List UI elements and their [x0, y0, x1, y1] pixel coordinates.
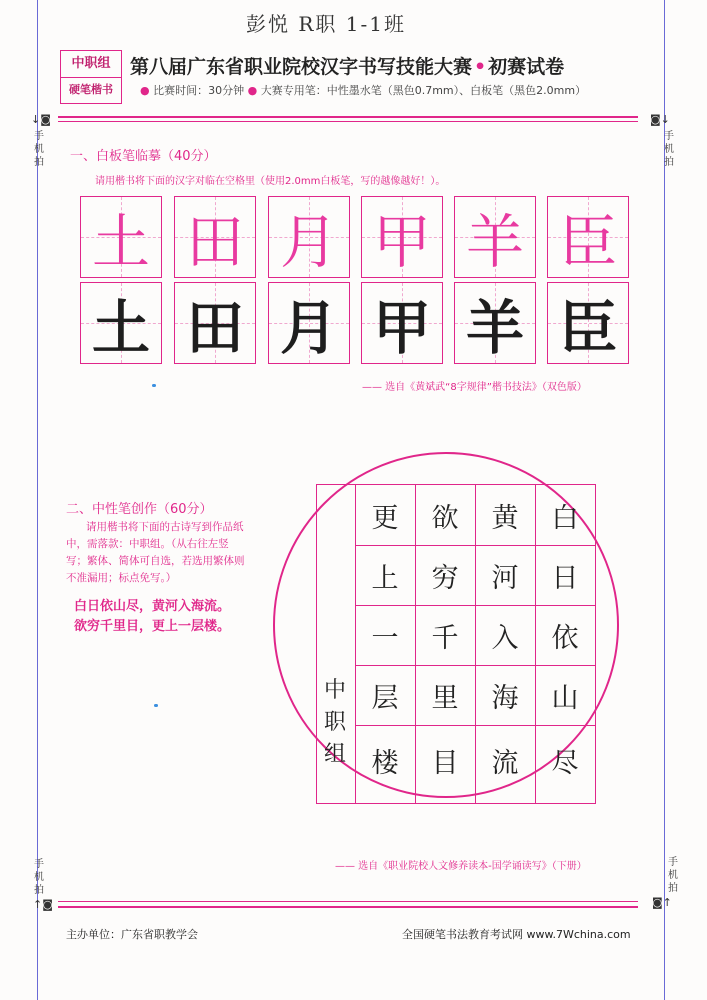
copied-char: 臣: [558, 294, 617, 362]
model-char: 臣: [558, 208, 617, 276]
ink-dot: [154, 704, 158, 707]
copied-char-cell: [268, 282, 350, 364]
website: 全国硬笔书法教育考试网 www.7Wchina.com: [402, 928, 631, 941]
ink-dot: [152, 384, 156, 387]
handwritten-student-name: 彭悦 R职 1-1班: [246, 12, 406, 36]
footer-rule-bottom: [58, 906, 638, 908]
section2-title: 二、中性笔创作（60分）: [66, 502, 213, 517]
header-rule-top: [58, 116, 638, 118]
footer-rule-top: [58, 901, 638, 902]
title-separator: •: [474, 56, 487, 78]
side-label-left-bottom: 手机拍: [34, 859, 44, 896]
page-title: [130, 52, 564, 79]
organizer: 主办单位：广东省职教学会: [66, 928, 198, 941]
copied-char-cell: [80, 282, 162, 364]
poem-char: 穷: [431, 562, 459, 594]
poem-char: 千: [431, 622, 459, 654]
title-suffix: 初赛试卷: [488, 56, 565, 78]
section1-title: 一、白板笔临摹（40分）: [70, 149, 217, 164]
copied-char: 土: [91, 294, 150, 362]
signature-char: 组: [323, 742, 346, 767]
poem-char: 入: [491, 622, 519, 654]
model-char-cell: [80, 196, 162, 278]
exam-info: [140, 82, 586, 98]
poem-char: 一: [371, 622, 399, 654]
side-label-right-top: 手机拍: [664, 131, 674, 168]
poem-char: 白: [551, 502, 579, 534]
camera-icon: ↑◙: [33, 898, 53, 911]
copied-char: 田: [185, 294, 244, 362]
poem-char: 楼: [371, 747, 399, 779]
poem-char: 日: [551, 562, 579, 594]
group-badge: [60, 50, 122, 104]
model-char-cell: [268, 196, 350, 278]
camera-icon: ◙↑: [652, 896, 672, 909]
grid-line: [415, 485, 416, 803]
composition-grid: [316, 484, 596, 804]
poem-char: 河: [491, 562, 519, 594]
poem-char: 尽: [551, 747, 579, 779]
grid-line: [355, 485, 356, 803]
model-char-row: [80, 196, 630, 278]
poem-char: 流: [491, 747, 519, 779]
poem-char: 里: [431, 682, 459, 714]
model-char-cell: [454, 196, 536, 278]
signature-char: 职: [323, 710, 346, 735]
side-label-right-bottom: 手机拍: [668, 857, 678, 894]
bullet-icon: ●: [140, 84, 150, 97]
copied-char-cell: [174, 282, 256, 364]
copied-char: 月: [279, 294, 338, 362]
poem-char: 上: [371, 562, 399, 594]
poem-char: 黄: [491, 502, 519, 534]
copied-char-cell: [361, 282, 443, 364]
model-char: 月: [279, 208, 338, 276]
poem-char: 目: [431, 747, 459, 779]
poem-line: 欲穷千里目，更上一层楼。: [74, 619, 231, 634]
model-char-cell: [361, 196, 443, 278]
section2-source: —— 选自《职业院校人文修养读本-国学诵读写》（下册）: [335, 861, 587, 872]
copied-char: 甲: [372, 294, 431, 362]
copied-char: 羊: [465, 294, 524, 362]
section1-instruction: 请用楷书将下面的汉字对临在空格里（使用2.0mm白板笔，写的越像越好！）。: [95, 176, 446, 187]
section2-instruction: 请用楷书将下面的古诗写到作品纸中，需落款：中职组。（从右往左竖写；繁体、简体可自选，若选用繁体则不准漏用；标点免写。）: [66, 521, 245, 584]
camera-icon: ↓◙: [31, 113, 51, 126]
poem-char: 欲: [431, 502, 459, 534]
grid-line: [475, 485, 476, 803]
model-char-cell: [174, 196, 256, 278]
side-label-left-top: 手机拍: [34, 131, 44, 168]
signature: [320, 675, 350, 771]
poem-char: 山: [551, 682, 579, 714]
bullet-icon: ●: [247, 84, 258, 97]
header-rule-bottom: [58, 121, 638, 122]
model-char-cell: [547, 196, 629, 278]
poem-char: 依: [551, 622, 579, 654]
copied-char-cell: [454, 282, 536, 364]
grid-line: [535, 485, 536, 803]
copied-char-row: [80, 282, 630, 364]
model-char: 羊: [465, 208, 524, 276]
poem-text: [74, 597, 230, 637]
badge-group: 中职组: [61, 51, 121, 78]
poem-char: 更: [371, 502, 399, 534]
model-char: 田: [185, 208, 244, 276]
model-char: 土: [91, 208, 150, 276]
title-main: 第八届广东省职业院校汉字书写技能大赛: [130, 56, 473, 78]
signature-char: 中: [323, 678, 346, 703]
poem-char: 层: [371, 682, 399, 714]
poem-char: 海: [491, 682, 519, 714]
exam-pens: 大赛专用笔：中性墨水笔（黑色0.7mm）、白板笔（黑色2.0mm）: [260, 84, 587, 97]
model-char: 甲: [372, 208, 431, 276]
poem-line: 白日依山尽，黄河入海流。: [74, 599, 231, 614]
badge-category: 硬笔楷书: [69, 83, 113, 96]
exam-time: 比赛时间：30分钟: [153, 84, 245, 97]
camera-icon: ◙↓: [650, 113, 670, 126]
section1-source: —— 选自《黄斌武“8字规律”楷书技法》（双色版）: [362, 382, 587, 393]
copied-char-cell: [547, 282, 629, 364]
